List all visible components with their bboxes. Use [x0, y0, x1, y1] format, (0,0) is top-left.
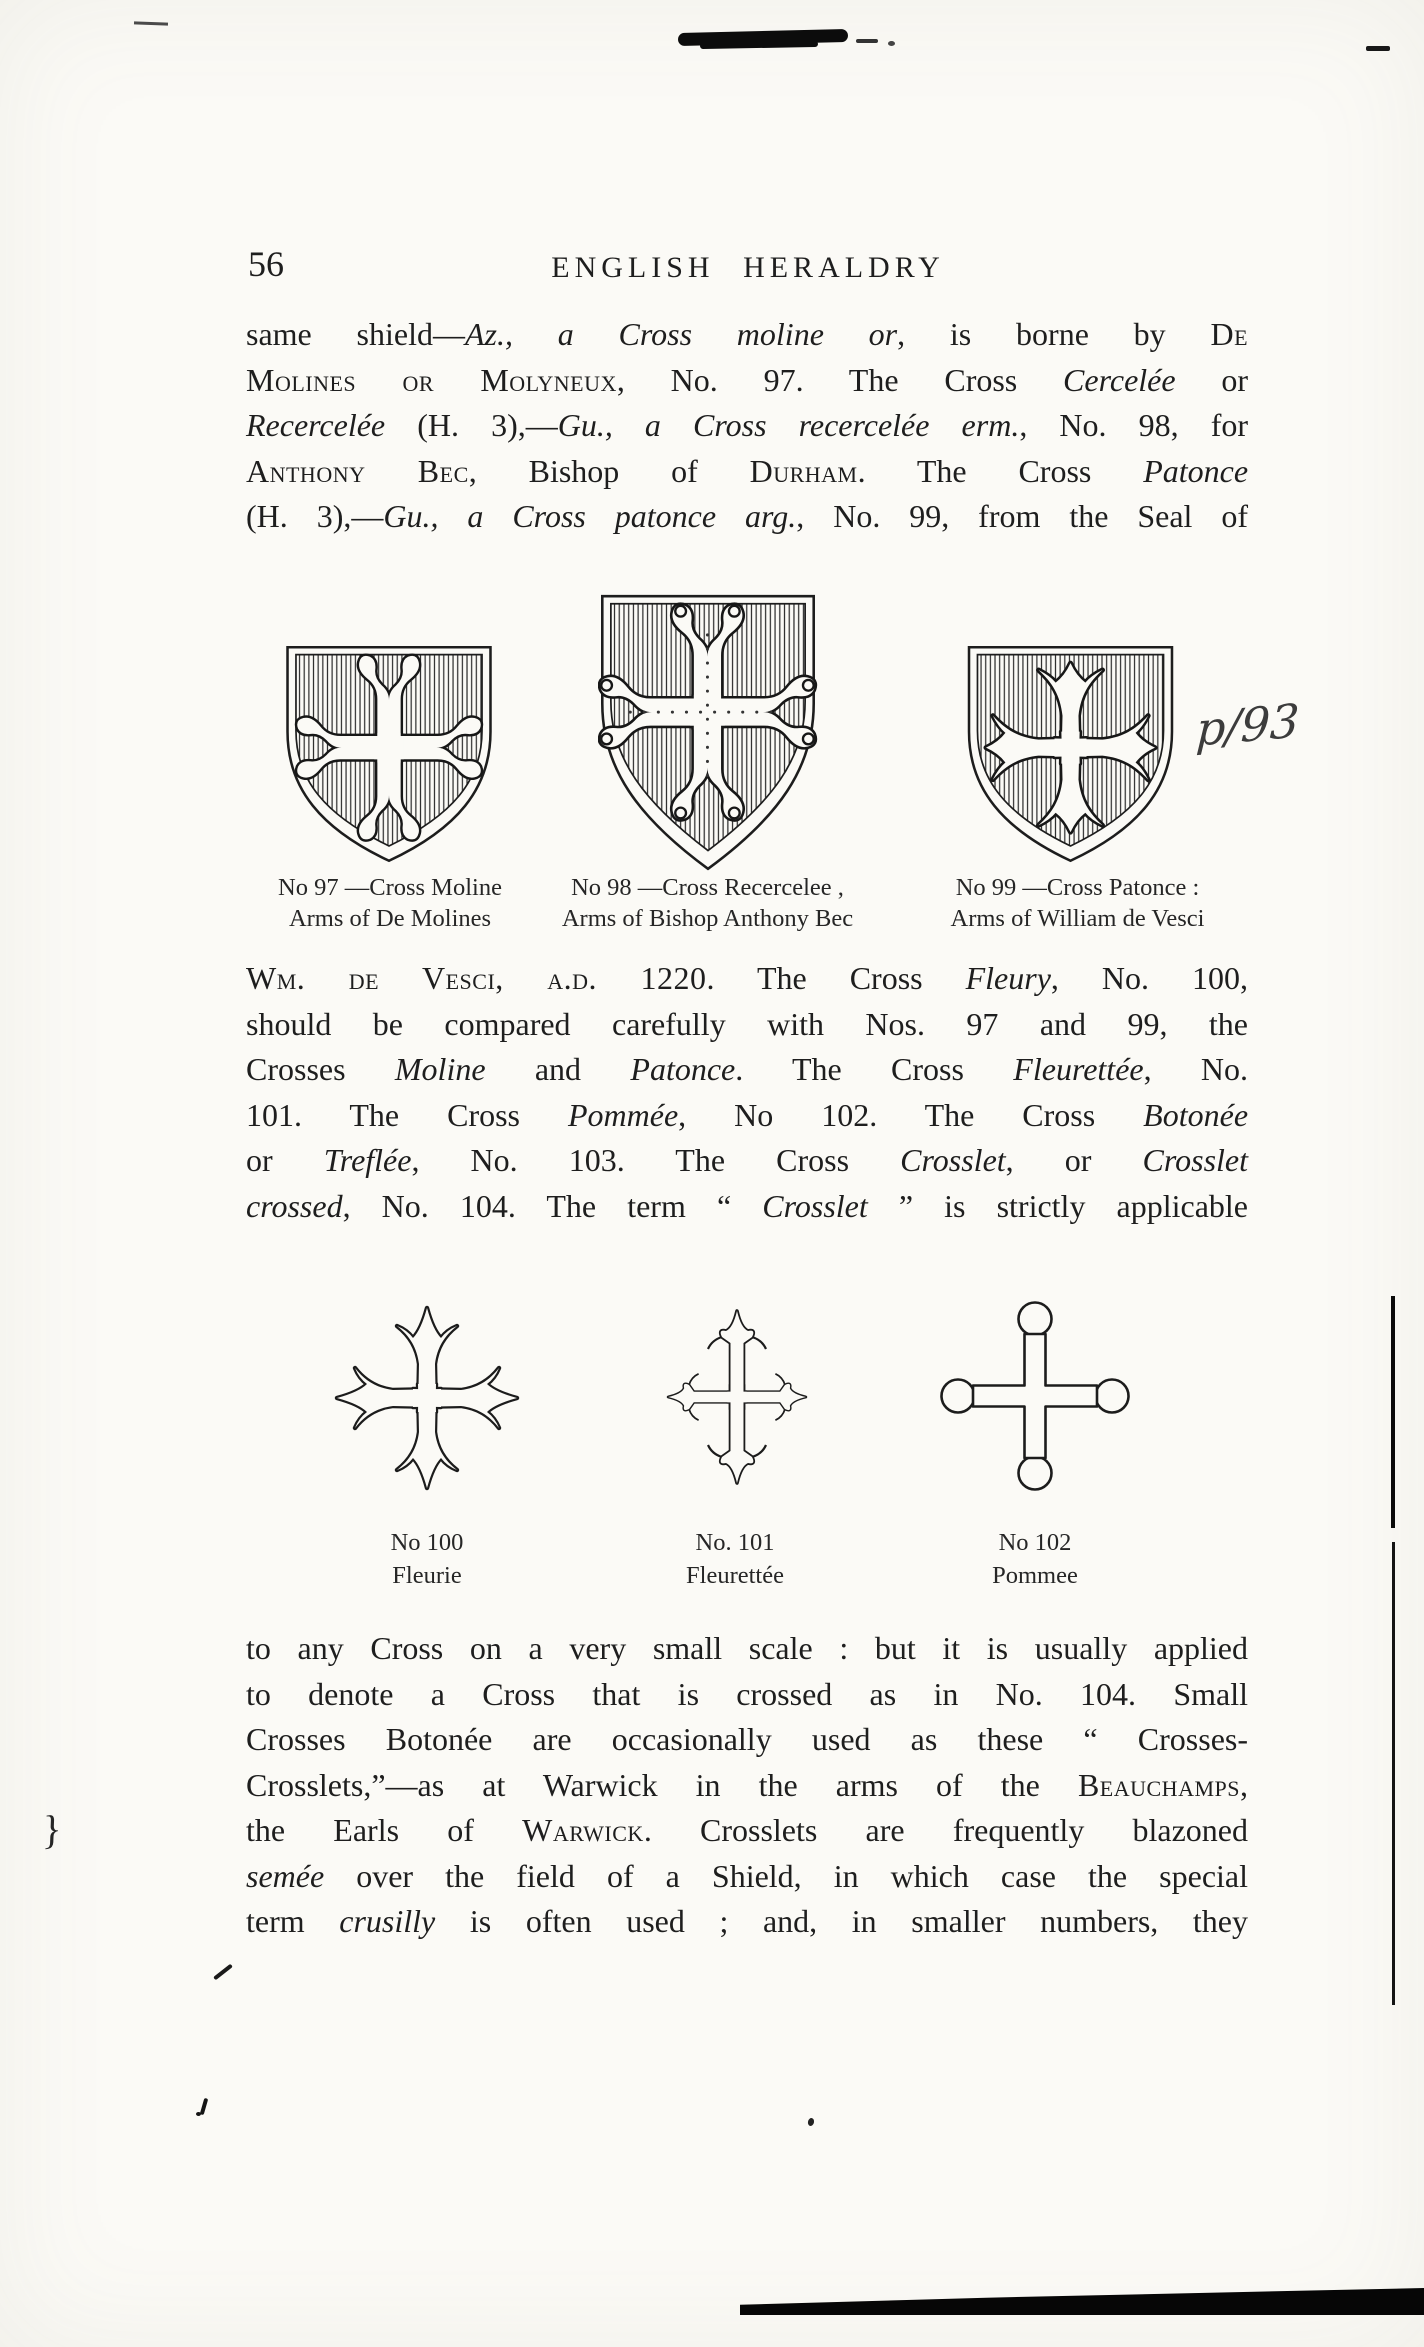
caption-line: Arms of William de Vesci — [950, 905, 1205, 932]
scan-artifact-topleft-dash — [134, 21, 168, 25]
scan-artifact-pen-mark-1 — [213, 1964, 233, 1981]
paragraph-3 — [246, 1626, 1248, 1945]
text-line — [246, 1899, 1248, 1945]
figure-cross-no102 — [928, 1294, 1143, 1504]
handwritten-annotation: p/93 — [1194, 693, 1301, 757]
text-segment: , No. 99, from the Seal of — [796, 498, 1249, 534]
scan-artifact-right-line-lower — [1392, 1542, 1395, 2005]
text-segment: Treflée — [323, 1142, 412, 1178]
page-number: 56 — [248, 244, 284, 284]
text-segment: , No 102. The Cross — [678, 1096, 1144, 1133]
text-segment: or — [1175, 361, 1249, 398]
cross-moline-illustration — [283, 643, 495, 865]
text-segment: (H. 3),— — [246, 498, 384, 534]
text-segment: Durham — [749, 452, 858, 489]
text-line — [246, 1672, 1248, 1718]
text-segment: Patonce — [1143, 452, 1249, 489]
scan-artifact-topright-dash — [1366, 46, 1390, 51]
scan-artifact-right-line-upper — [1391, 1296, 1395, 1528]
text-segment: term — [246, 1903, 340, 1939]
cross-recercelee-illustration — [598, 590, 818, 875]
text-segment: the Earls of — [246, 1812, 523, 1848]
text-segment: . The Cross — [706, 960, 966, 996]
text-segment: or — [246, 1142, 324, 1178]
figure-shield-no97 — [283, 643, 495, 870]
text-segment: Gu., a Cross patonce arg. — [383, 498, 797, 534]
text-segment: Gu., a Cross recercelée erm. — [557, 407, 1020, 443]
text-segment: ” is strictly applicable — [867, 1187, 1249, 1224]
text-line — [246, 1184, 1248, 1230]
text-segment: crossed — [246, 1187, 343, 1224]
text-line — [246, 1002, 1248, 1048]
text-line — [246, 449, 1248, 495]
text-segment: . The Cross — [857, 452, 1144, 489]
text-segment: Az., a Cross moline or — [464, 316, 898, 352]
text-segment: , No. 104. The term “ — [342, 1187, 763, 1224]
scan-artifact-mid-dot — [807, 2117, 815, 2126]
text-segment: should be compared carefully with Nos. 97 and 99, the — [246, 1005, 1248, 1042]
text-segment: Warwick — [522, 1812, 644, 1848]
caption-line: Arms of De Molines — [288, 905, 492, 932]
text-segment: Wm. de Vesci, a.d. 1220 — [246, 960, 707, 996]
text-line — [246, 1047, 1248, 1093]
text-segment: is often used ; and, in smaller numbers, they — [435, 1903, 1249, 1939]
caption-line: No 102 — [998, 1529, 1072, 1556]
caption-cross-no100 — [327, 1526, 527, 1592]
text-segment: over the field of a Shield, in which case the special — [324, 1857, 1248, 1894]
text-segment: , No. 97. The Cross — [616, 361, 1064, 398]
text-segment: Recercelée — [246, 407, 386, 443]
text-line — [246, 1093, 1248, 1139]
text-segment: Moline — [394, 1051, 486, 1087]
running-head: ENGLISH HERALDRY — [551, 251, 945, 284]
text-segment: , No. 103. The Cross — [411, 1142, 901, 1178]
text-segment: Fleury — [965, 960, 1051, 996]
text-line — [246, 956, 1248, 1002]
text-line — [246, 1808, 1248, 1854]
margin-handwritten-mark: } — [38, 1806, 62, 1853]
text-segment: 101. The Cross — [246, 1096, 568, 1133]
text-segment: , Bishop of — [468, 452, 750, 489]
caption-shield-no97 — [240, 872, 540, 934]
cross-patonce-illustration — [963, 643, 1178, 865]
text-segment: Cercelée — [1063, 361, 1176, 398]
caption-line: No 97 —Cross Moline — [278, 874, 502, 901]
text-segment: (H. 3),— — [385, 407, 558, 443]
figure-cross-no100 — [322, 1292, 532, 1513]
text-line — [246, 1138, 1248, 1184]
text-segment: Anthony Bec — [246, 452, 469, 489]
text-segment: Pommée — [567, 1096, 679, 1133]
scan-artifact-bottom-bar — [740, 2288, 1424, 2315]
paragraph-2 — [246, 956, 1248, 1229]
cross-fleurie-illustration — [322, 1292, 532, 1508]
text-line — [246, 1854, 1248, 1900]
text-segment: . Crosslets are frequently blazoned — [643, 1812, 1249, 1848]
caption-line: Pommee — [992, 1562, 1078, 1589]
caption-line: Fleurettée — [686, 1562, 784, 1589]
text-segment: Crosses Botonée are occasionally used as these “ Crosses- — [246, 1721, 1248, 1757]
caption-line: No 99 —Cross Patonce : — [955, 874, 1200, 901]
text-segment: Botonée — [1143, 1096, 1249, 1133]
figure-shield-no98 — [598, 590, 818, 880]
text-segment: to any Cross on a very small scale : but it is usually applied — [246, 1630, 1248, 1666]
text-segment: Fleurettée — [1013, 1051, 1144, 1087]
figure-cross-no101 — [650, 1280, 825, 1520]
text-segment: Patonce — [630, 1051, 736, 1087]
caption-line: No 100 — [390, 1529, 464, 1556]
caption-cross-no101 — [635, 1526, 835, 1592]
caption-shield-no99 — [905, 872, 1250, 934]
text-segment: . The Cross — [735, 1051, 1014, 1087]
scan-artifact-pen-mark-2 — [200, 2098, 209, 2115]
caption-line: Arms of Bishop Anthony Bec — [561, 905, 854, 932]
caption-line: No. 101 — [695, 1529, 775, 1556]
text-segment: Crosslet — [900, 1142, 1006, 1178]
text-line — [246, 403, 1248, 449]
text-segment: and — [485, 1051, 631, 1087]
cross-fleurettee-illustration — [650, 1280, 825, 1515]
text-line — [246, 1717, 1248, 1763]
caption-line: Fleurie — [392, 1562, 462, 1589]
text-segment: crusilly — [339, 1903, 436, 1939]
text-segment: Crosslets,”—as at Warwick in the arms of the — [246, 1766, 1078, 1803]
text-segment: , is borne by — [897, 316, 1211, 352]
text-segment: Beauchamps — [1077, 1766, 1240, 1803]
text-segment: Crosslet — [762, 1187, 868, 1224]
figure-shield-no99 — [963, 643, 1178, 870]
caption-line: No 98 —Cross Recercelee , — [571, 874, 844, 901]
text-line — [246, 1626, 1248, 1672]
text-segment: same shield— — [246, 316, 465, 352]
text-segment: Molines or Molyneux — [246, 361, 617, 398]
text-segment: De — [1210, 316, 1249, 352]
text-line — [246, 312, 1248, 358]
text-segment: to denote a Cross that is crossed as in No. 104. Small — [246, 1675, 1248, 1712]
text-segment: , No. 98, for — [1019, 407, 1249, 443]
paragraph-1 — [246, 312, 1248, 540]
text-segment: Crosses — [246, 1051, 395, 1087]
text-segment: , No. 100, — [1050, 960, 1249, 996]
scan-artifact-pen-mark-3 — [196, 2112, 201, 2116]
cross-pommee-illustration — [928, 1294, 1143, 1499]
text-segment: , or — [1005, 1142, 1143, 1178]
text-line — [246, 1763, 1248, 1809]
text-segment: Crosslet — [1142, 1142, 1249, 1178]
text-segment: , — [1240, 1766, 1248, 1803]
caption-cross-no102 — [935, 1526, 1135, 1592]
scan-artifact-dash — [856, 39, 878, 43]
scan-artifact-dot — [888, 41, 895, 46]
text-line — [246, 494, 1248, 540]
scan-artifact-smudge-2 — [700, 41, 818, 49]
text-line — [246, 358, 1248, 404]
text-segment: , No. — [1143, 1051, 1249, 1087]
caption-shield-no98 — [530, 872, 885, 934]
text-segment: semée — [246, 1857, 325, 1894]
